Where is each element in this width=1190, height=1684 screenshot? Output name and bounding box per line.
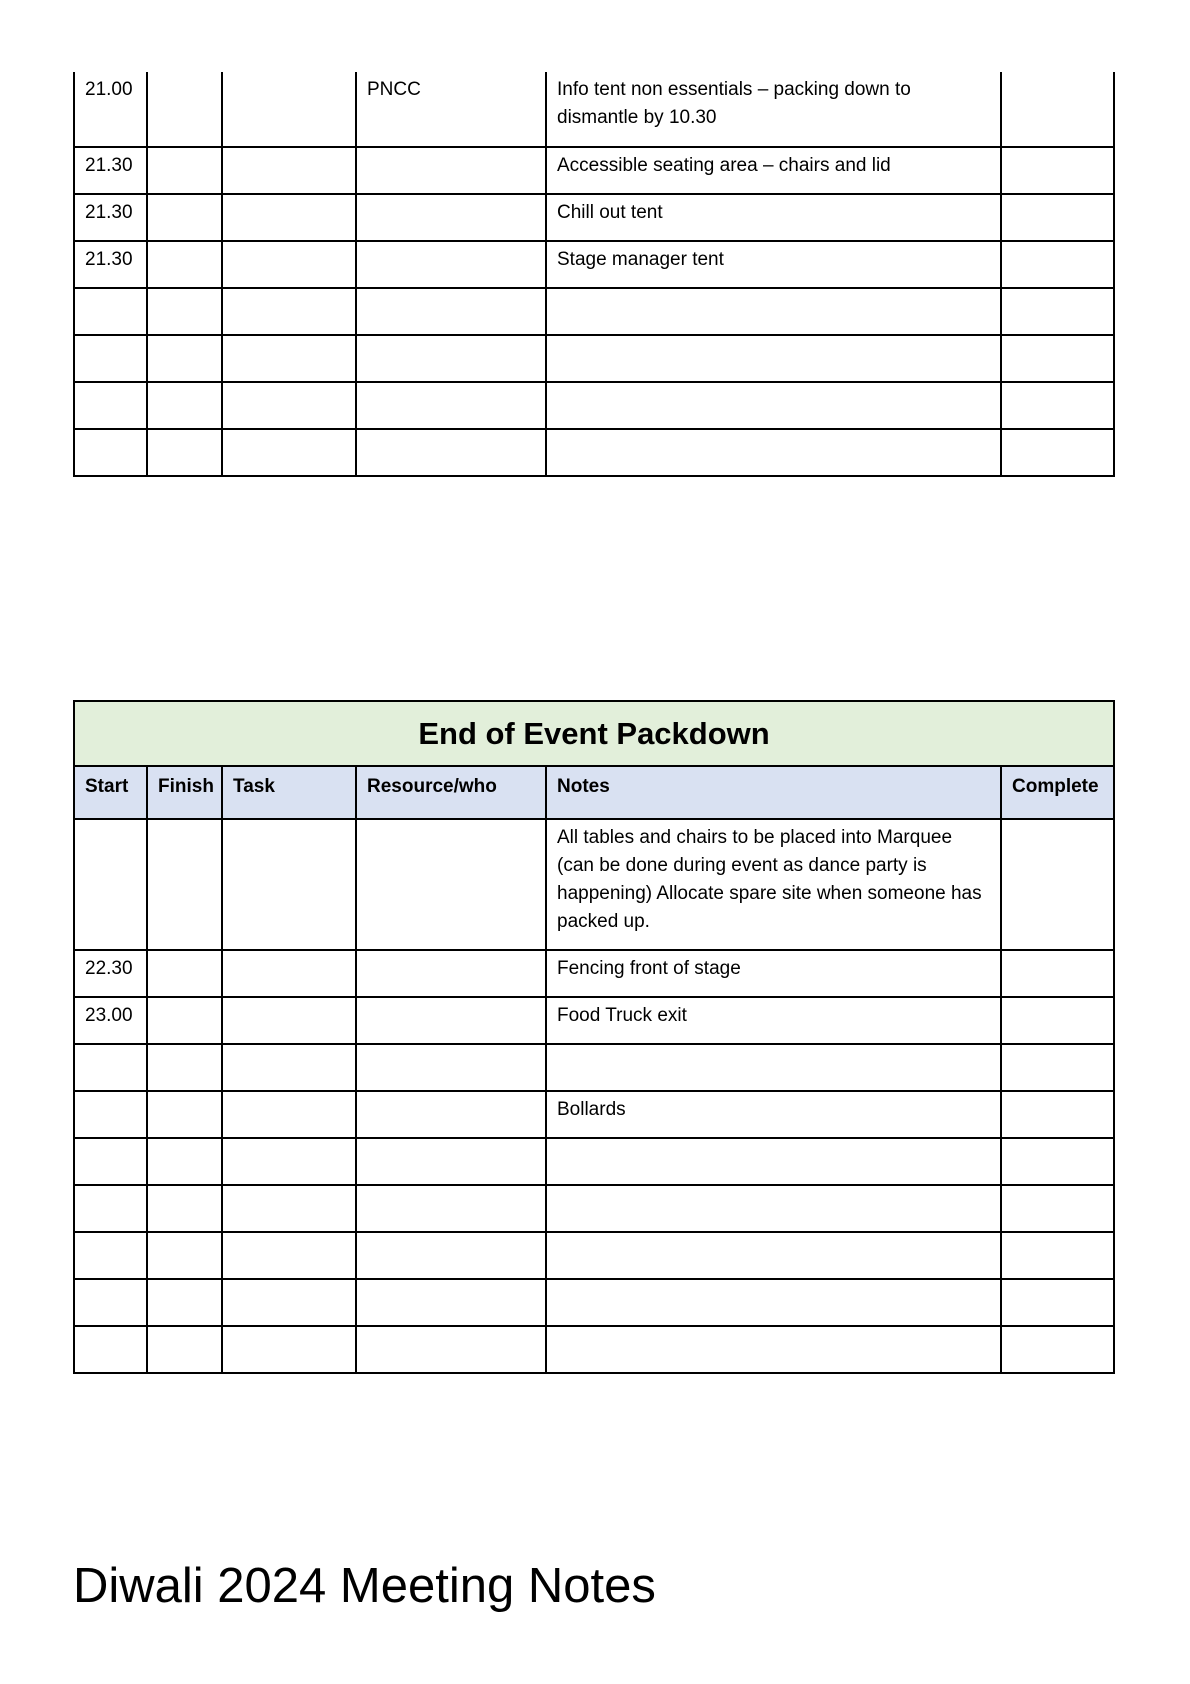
- table-row: [74, 1044, 1114, 1091]
- start-cell: [74, 1091, 147, 1138]
- finish-cell: [147, 1044, 222, 1091]
- task-cell: [222, 72, 356, 147]
- complete-cell: [1001, 147, 1114, 194]
- task-cell: [222, 1091, 356, 1138]
- resource-cell: [356, 288, 546, 335]
- resource-cell: [356, 1185, 546, 1232]
- table-row: [74, 1326, 1114, 1373]
- notes-cell: [546, 1279, 1001, 1326]
- table-row: [74, 1232, 1114, 1279]
- notes-cell: Food Truck exit: [546, 997, 1001, 1044]
- complete-cell: [1001, 335, 1114, 382]
- finish-cell: [147, 72, 222, 147]
- notes-cell: [546, 335, 1001, 382]
- task-cell: [222, 1279, 356, 1326]
- complete-cell: [1001, 1138, 1114, 1185]
- resource-cell: [356, 429, 546, 476]
- task-cell: [222, 1185, 356, 1232]
- resource-cell: [356, 997, 546, 1044]
- column-header-complete: Complete: [1001, 766, 1114, 819]
- start-cell: 23.00: [74, 997, 147, 1044]
- finish-cell: [147, 819, 222, 950]
- finish-cell: [147, 950, 222, 997]
- notes-cell: [546, 288, 1001, 335]
- start-cell: [74, 819, 147, 950]
- table-row: [74, 1185, 1114, 1232]
- table-row: [74, 819, 1114, 950]
- finish-cell: [147, 194, 222, 241]
- start-cell: 21.30: [74, 241, 147, 288]
- resource-cell: PNCC: [356, 72, 546, 147]
- column-header-notes: Notes: [546, 766, 1001, 819]
- task-cell: [222, 1326, 356, 1373]
- complete-cell: [1001, 1044, 1114, 1091]
- notes-cell: [546, 1326, 1001, 1373]
- complete-cell: [1001, 241, 1114, 288]
- finish-cell: [147, 429, 222, 476]
- start-cell: 21.30: [74, 147, 147, 194]
- task-cell: [222, 819, 356, 950]
- table-row: [74, 147, 1114, 194]
- notes-cell: Info tent non essentials – packing down to dismantle by 10.30: [546, 72, 1001, 147]
- start-cell: [74, 1185, 147, 1232]
- resource-cell: [356, 819, 546, 950]
- task-cell: [222, 1232, 356, 1279]
- finish-cell: [147, 288, 222, 335]
- table-row: [74, 429, 1114, 476]
- task-cell: [222, 288, 356, 335]
- start-cell: [74, 429, 147, 476]
- finish-cell: [147, 147, 222, 194]
- notes-cell: [546, 382, 1001, 429]
- complete-cell: [1001, 1326, 1114, 1373]
- finish-cell: [147, 1326, 222, 1373]
- finish-cell: [147, 1279, 222, 1326]
- schedule-table-continued: [73, 72, 1115, 477]
- resource-cell: [356, 1232, 546, 1279]
- finish-cell: [147, 997, 222, 1044]
- table-row: [74, 335, 1114, 382]
- table-row: [74, 950, 1114, 997]
- start-cell: [74, 335, 147, 382]
- start-cell: [74, 382, 147, 429]
- complete-cell: [1001, 1279, 1114, 1326]
- table-title: End of Event Packdown: [74, 701, 1114, 766]
- finish-cell: [147, 1091, 222, 1138]
- table-row: [74, 1138, 1114, 1185]
- task-cell: [222, 1138, 356, 1185]
- start-cell: 22.30: [74, 950, 147, 997]
- resource-cell: [356, 1044, 546, 1091]
- resource-cell: [356, 194, 546, 241]
- complete-cell: [1001, 819, 1114, 950]
- start-cell: [74, 288, 147, 335]
- task-cell: [222, 429, 356, 476]
- notes-cell: [546, 1044, 1001, 1091]
- notes-cell: Accessible seating area – chairs and lid: [546, 147, 1001, 194]
- resource-cell: [356, 950, 546, 997]
- column-header-finish: Finish: [147, 766, 222, 819]
- finish-cell: [147, 1185, 222, 1232]
- task-cell: [222, 241, 356, 288]
- document-heading: Diwali 2024 Meeting Notes: [73, 1559, 656, 1613]
- resource-cell: [356, 382, 546, 429]
- resource-cell: [356, 335, 546, 382]
- start-cell: [74, 1044, 147, 1091]
- task-cell: [222, 335, 356, 382]
- table-header-row: [74, 766, 1114, 819]
- column-header-start: Start: [74, 766, 147, 819]
- resource-cell: [356, 1138, 546, 1185]
- finish-cell: [147, 382, 222, 429]
- complete-cell: [1001, 1091, 1114, 1138]
- notes-cell: Stage manager tent: [546, 241, 1001, 288]
- notes-cell: [546, 1138, 1001, 1185]
- table-title-row: [74, 701, 1114, 766]
- start-cell: 21.30: [74, 194, 147, 241]
- task-cell: [222, 950, 356, 997]
- task-cell: [222, 1044, 356, 1091]
- notes-cell: Chill out tent: [546, 194, 1001, 241]
- start-cell: 21.00: [74, 72, 147, 147]
- task-cell: [222, 147, 356, 194]
- resource-cell: [356, 1279, 546, 1326]
- table-row: [74, 1279, 1114, 1326]
- task-cell: [222, 997, 356, 1044]
- notes-cell: [546, 1232, 1001, 1279]
- start-cell: [74, 1138, 147, 1185]
- notes-cell: All tables and chairs to be placed into Marquee (can be done during event as dance party is happening) Allocate spare site when someone has packed up.: [546, 819, 1001, 950]
- table-row: [74, 288, 1114, 335]
- notes-cell: [546, 1185, 1001, 1232]
- complete-cell: [1001, 429, 1114, 476]
- complete-cell: [1001, 194, 1114, 241]
- start-cell: [74, 1232, 147, 1279]
- resource-cell: [356, 1326, 546, 1373]
- task-cell: [222, 194, 356, 241]
- finish-cell: [147, 1232, 222, 1279]
- complete-cell: [1001, 950, 1114, 997]
- complete-cell: [1001, 997, 1114, 1044]
- start-cell: [74, 1279, 147, 1326]
- column-header-resource: Resource/who: [356, 766, 546, 819]
- column-header-task: Task: [222, 766, 356, 819]
- finish-cell: [147, 241, 222, 288]
- resource-cell: [356, 1091, 546, 1138]
- notes-cell: Bollards: [546, 1091, 1001, 1138]
- complete-cell: [1001, 382, 1114, 429]
- finish-cell: [147, 1138, 222, 1185]
- notes-cell: Fencing front of stage: [546, 950, 1001, 997]
- table-row: [74, 72, 1114, 147]
- resource-cell: [356, 241, 546, 288]
- complete-cell: [1001, 288, 1114, 335]
- finish-cell: [147, 335, 222, 382]
- complete-cell: [1001, 72, 1114, 147]
- table-row: [74, 194, 1114, 241]
- table-row: [74, 241, 1114, 288]
- resource-cell: [356, 147, 546, 194]
- packdown-table: [73, 700, 1115, 1374]
- task-cell: [222, 382, 356, 429]
- table-row: [74, 1091, 1114, 1138]
- complete-cell: [1001, 1232, 1114, 1279]
- complete-cell: [1001, 1185, 1114, 1232]
- notes-cell: [546, 429, 1001, 476]
- table-row: [74, 997, 1114, 1044]
- start-cell: [74, 1326, 147, 1373]
- table-row: [74, 382, 1114, 429]
